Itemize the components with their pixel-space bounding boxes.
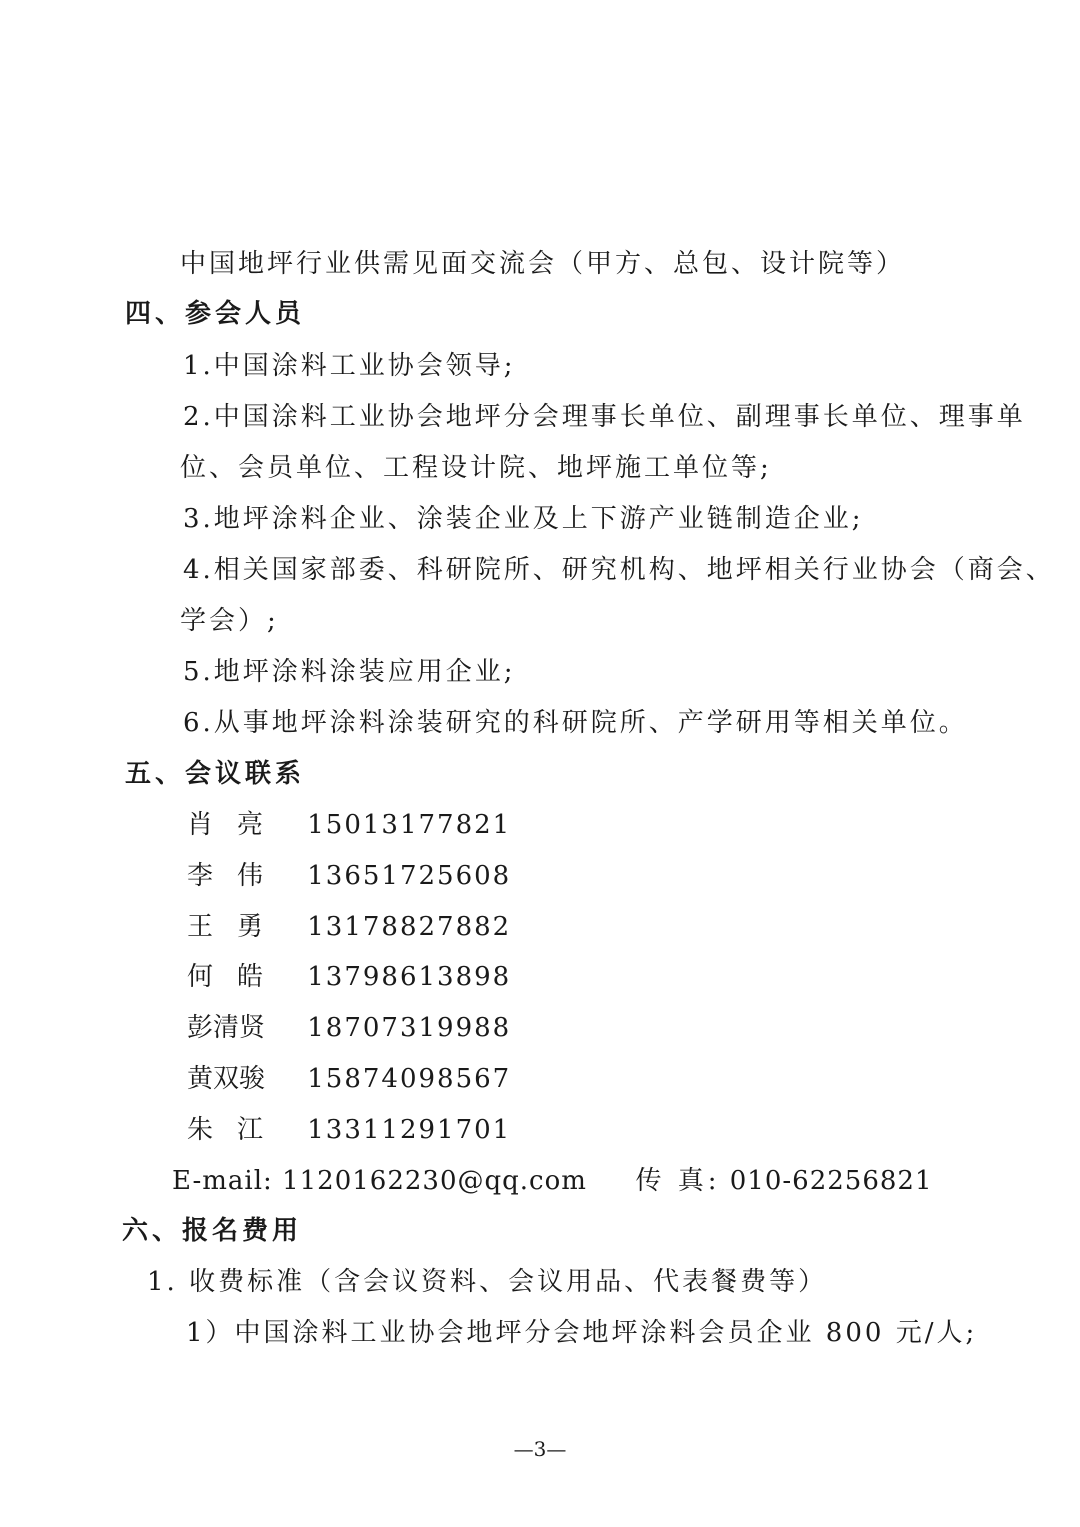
section4-item-5: 5.地坪涂料涂装应用企业; (183, 657, 516, 687)
section4-item-1: 1.中国涂料工业协会领导; (183, 351, 516, 381)
contact-info-line (172, 1165, 932, 1197)
contact-row (187, 911, 511, 943)
section6-item-1: 1. 收费标准（含会议资料、会议用品、代表餐费等） (147, 1267, 828, 1297)
contact-row (187, 1012, 511, 1044)
section4-heading: 四、参会人员 (125, 299, 306, 329)
email-address[interactable]: 1120162230@qq.com (282, 1166, 587, 1196)
contact-name: 肖亮 (187, 810, 288, 840)
contact-row (187, 860, 511, 892)
contact-phone: 13178827882 (307, 912, 512, 942)
contact-name: 彭清贤 (187, 1013, 266, 1043)
contact-row (187, 1114, 511, 1146)
intro-line: 中国地坪行业供需见面交流会（甲方、总包、设计院等） (180, 249, 906, 279)
section4-item-6: 6.从事地坪涂料涂装研究的科研院所、产学研用等相关单位。 (183, 708, 968, 738)
section4-item-2-cont: 位、会员单位、工程设计院、地坪施工单位等; (180, 453, 772, 483)
contact-phone: 13651725608 (307, 861, 512, 891)
contact-row (187, 809, 511, 841)
email-label: E-mail: (172, 1166, 273, 1196)
section4-item-2: 2.中国涂料工业协会地坪分会理事长单位、副理事长单位、理事单 (183, 402, 1026, 432)
contact-name: 李伟 (187, 861, 288, 891)
contact-row (187, 1063, 511, 1095)
fax-number: 010-62256821 (729, 1166, 933, 1196)
contact-phone: 13798613898 (307, 962, 512, 992)
contact-phone: 18707319988 (307, 1013, 512, 1043)
section6-subitem-1: 1）中国涂料工业协会地坪分会地坪涂料会员企业 800 元/人; (186, 1318, 978, 1348)
fax-label: 传 真: (635, 1166, 721, 1196)
contact-name: 王勇 (187, 912, 288, 942)
section4-item-4: 4.相关国家部委、科研院所、研究机构、地坪相关行业协会（商会、 (183, 555, 1055, 585)
section5-heading: 五、会议联系 (125, 759, 306, 789)
contact-phone: 15013177821 (307, 810, 512, 840)
contact-row (187, 961, 511, 993)
contact-phone: 13311291701 (307, 1115, 512, 1145)
section4-item-4-cont: 学会）; (180, 606, 279, 636)
contact-name: 朱江 (187, 1115, 288, 1145)
page-number: —3— (513, 1437, 567, 1461)
contact-name: 何皓 (187, 962, 288, 992)
section6-heading: 六、报名费用 (122, 1216, 303, 1246)
section4-item-3: 3.地坪涂料企业、涂装企业及上下游产业链制造企业; (183, 504, 864, 534)
contact-name: 黄双骏 (187, 1064, 266, 1094)
contact-phone: 15874098567 (307, 1064, 512, 1094)
